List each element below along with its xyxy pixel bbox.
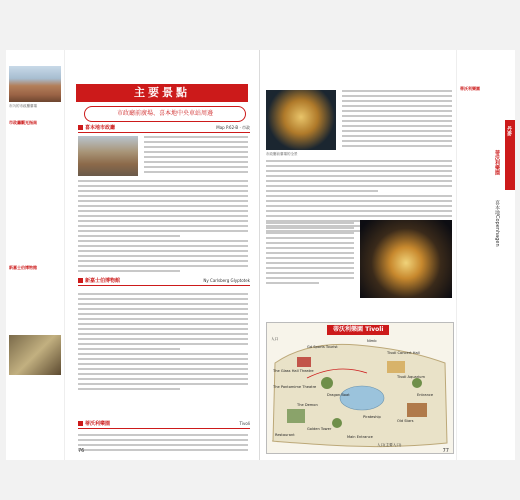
photo-caption: 市內的市政廳廣場 xyxy=(9,104,37,108)
map-reference: Map P.62-B · 市政 xyxy=(216,125,250,130)
left-page xyxy=(6,50,261,460)
page-number-left: 76 xyxy=(78,448,85,454)
tivoli-ride-photo xyxy=(266,90,336,150)
map-label: The Glass Hall Theatre xyxy=(273,369,314,373)
map-label: Golden Tower xyxy=(307,427,332,431)
side-box-title: 市政廳觀光指南 xyxy=(9,120,37,125)
tivoli-text xyxy=(78,434,248,454)
sub-banner: 市政廳前廣場、喜本地中央車站周邊 xyxy=(84,106,246,122)
map-label: The Demon xyxy=(297,403,318,407)
map-label: Main Entrance xyxy=(347,435,373,439)
photo-caption-right: 市政廳前廣場的全景 xyxy=(266,152,298,156)
side-box-title-right: 蒂沃利樂園 xyxy=(460,86,480,91)
glyptotek-text xyxy=(78,293,248,393)
side-box-title-2: 新嘉士伯博物館 xyxy=(9,265,37,270)
map-label: Tivoli Concert Hall xyxy=(387,351,420,355)
bullet-square-icon xyxy=(78,421,83,426)
right-sidebar xyxy=(456,50,515,460)
map-label: Nimb xyxy=(367,339,377,343)
main-banner: 主要景點 xyxy=(76,84,248,102)
city-hall-text xyxy=(78,180,248,275)
section-heading-tivoli: 蒂沃利樂園 Tivoli xyxy=(78,420,250,429)
city-hall-text-right xyxy=(144,136,248,176)
section-latin-name: Ny Carlsberg Glyptotek xyxy=(203,278,250,283)
city-rooftops-photo xyxy=(9,66,61,102)
map-label: Old Stars xyxy=(397,419,414,423)
map-label: 入口 xyxy=(271,337,279,341)
section-latin-name: Tivoli xyxy=(239,421,250,426)
right-page xyxy=(260,50,515,460)
city-hall-photo xyxy=(78,136,138,176)
bullet-square-icon xyxy=(78,125,83,130)
map-label: The Pantomime Theatre xyxy=(273,385,317,389)
left-sidebar xyxy=(6,50,65,460)
tivoli-night-photo xyxy=(360,220,452,298)
map-label: Entrance xyxy=(417,393,434,397)
map-label: 入口(主要入口) xyxy=(377,443,402,447)
map-title: 蒂沃利樂園 Tivoli xyxy=(327,325,389,335)
tivoli-text-left xyxy=(266,222,354,287)
chapter-tab-label: 丹麥 xyxy=(506,126,512,136)
tivoli-text-right xyxy=(342,90,452,150)
vertical-city-name: 喜本地Copenhagen xyxy=(494,200,500,247)
museum-interior-photo xyxy=(9,335,61,375)
bullet-square-icon xyxy=(78,278,83,283)
map-label: Tivoli Aquarium xyxy=(397,375,425,379)
map-label: Restaurant xyxy=(275,433,295,437)
vertical-title: 蒂沃利樂園 xyxy=(494,150,500,175)
section-heading-glyptotek: 新嘉士伯博物館 Ny Carlsberg Glyptotek xyxy=(78,277,250,286)
tivoli-map xyxy=(266,322,454,454)
section-heading-city-hall: 喜本地市政廳 Map P.62-B · 市政 xyxy=(78,124,250,133)
map-label: Dragon Boat xyxy=(327,393,350,397)
map-label: Pirateship xyxy=(363,415,381,419)
map-label: Gd Sports Tourist xyxy=(307,345,338,349)
page-number-right: 77 xyxy=(442,448,449,454)
